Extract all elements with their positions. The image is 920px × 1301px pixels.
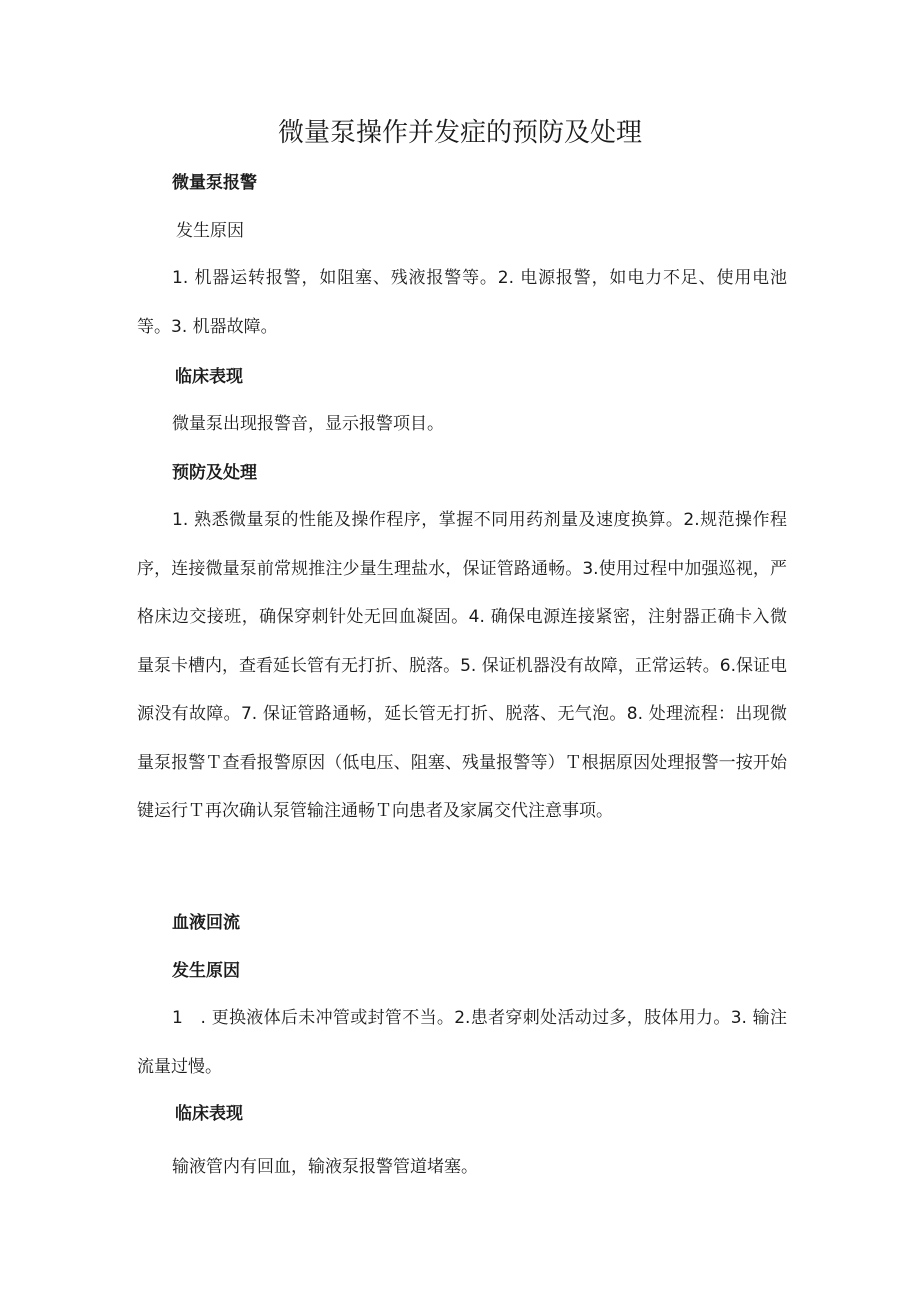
section-heading-blood-backflow: 血液回流 [172,913,240,933]
prevention-text: 1. 熟悉微量泵的性能及操作程序，掌握不同用药剂量及速度换算。2.规范操作程序，连接微量泵前常规推注少量生理盐水，保证管路通畅。3.使用过程中加强巡视，严格床边交接班，确保穿刺针处无回血凝固。4. 确保电源连接紧密，注射器正确卡入微量泵卡槽内，查看延长管有无打折、脱落。5. 保证机器没有故障，正常运转。6.保证电源没有故障。7. 保证管路通畅，延长管无打折、脱落、无气泡。8. 处理流程：出现微量泵报警Ｔ查看报警原因（低电压、阻塞、残量报警等）Ｔ根据原因处理报警一按开始键运行Ｔ再次确认泵管输注通畅Ｔ向患者及家属交代注意事项。 [137,510,787,821]
prevention-label: 预防及处理 [172,463,257,483]
cause-label: 发生原因 [176,221,244,241]
clinical-label: 临床表现 [175,367,243,387]
document-title: 微量泵操作并发症的预防及处理 [277,118,642,148]
cause-text-2: 1 . 更换液体后未冲管或封管不当。2.患者穿刺处活动过多，肢体用力。3. 输注流量过慢。 [137,1008,787,1077]
cause-label-2: 发生原因 [172,961,240,981]
clinical-text-2: 输液管内有回血，输液泵报警管道堵塞。 [172,1157,478,1177]
cause-text: 1. 机器运转报警，如阻塞、残液报警等。2. 电源报警，如电力不足、使用电池等。3. 机器故障。 [137,268,787,337]
clinical-label-2: 临床表现 [175,1104,243,1124]
section-heading-pump-alarm: 微量泵报警 [172,173,257,193]
clinical-text: 微量泵出现报警音，显示报警项目。 [172,414,444,434]
